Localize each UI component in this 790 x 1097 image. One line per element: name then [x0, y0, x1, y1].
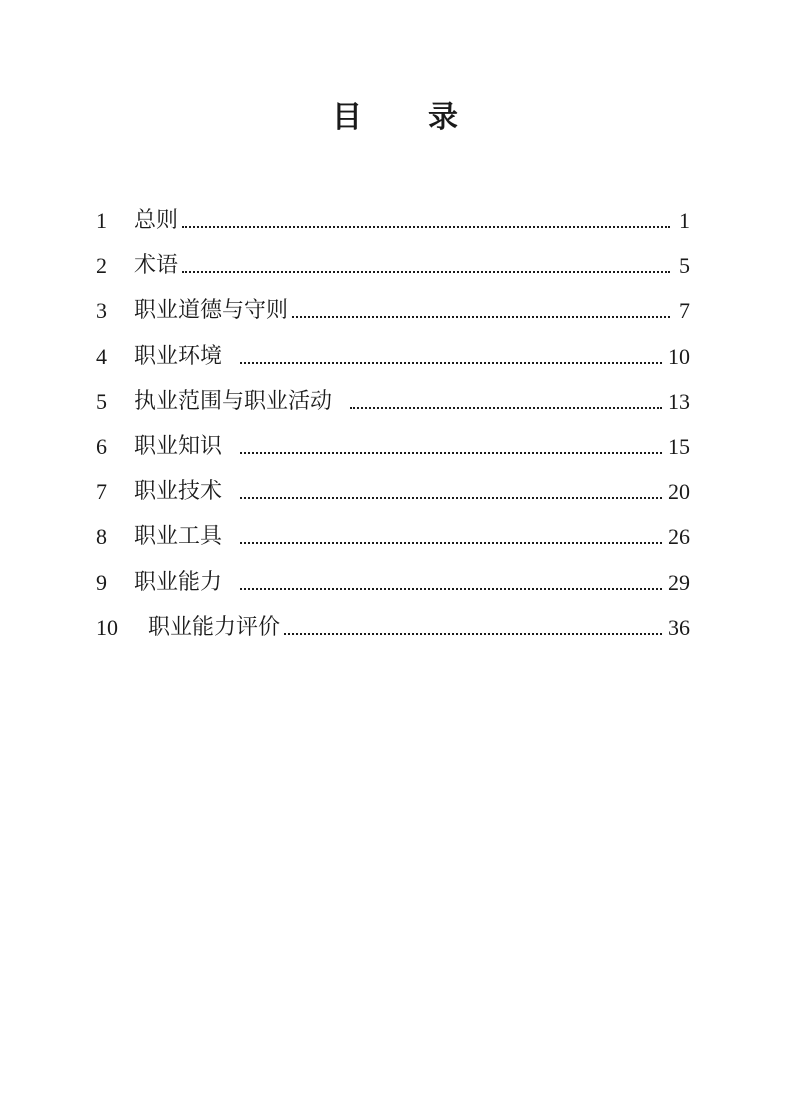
toc-dot-leader [240, 469, 662, 514]
toc-entry-label: 总则 [134, 208, 179, 234]
toc-list [96, 198, 690, 650]
toc-entry-label: 术语 [134, 253, 179, 279]
toc-title-char-1: 目 [332, 100, 362, 135]
toc-dot-leader [240, 514, 662, 559]
toc-entry-number: 1 [96, 208, 107, 234]
toc-entry[interactable] [96, 379, 690, 424]
toc-entry-number: 2 [96, 253, 107, 279]
toc-entry-label: 职业知识 [134, 434, 223, 460]
toc-entry-page: 20 [668, 479, 690, 505]
toc-entry-page: 7 [679, 298, 690, 324]
toc-entry-number: 3 [96, 298, 107, 324]
toc-entry-label: 职业能力 [134, 569, 223, 595]
toc-dot-leader [182, 243, 670, 288]
toc-entry-label: 职业技术 [134, 479, 223, 505]
toc-entry-page: 10 [668, 343, 690, 369]
toc-entry[interactable] [96, 424, 690, 469]
toc-entry-number: 8 [96, 524, 107, 550]
toc-entry-label: 职业道德与守则 [134, 298, 289, 324]
toc-entry-page: 36 [668, 614, 690, 640]
toc-dot-leader [240, 424, 662, 469]
toc-entry[interactable] [96, 560, 690, 605]
toc-entry-label: 职业能力评价 [148, 614, 281, 640]
toc-entry-page: 1 [679, 208, 690, 234]
toc-entry[interactable] [96, 243, 690, 288]
toc-entry-page: 5 [679, 253, 690, 279]
toc-title-char-2: 录 [428, 100, 458, 135]
toc-dot-leader [292, 288, 670, 333]
toc-dot-leader [240, 334, 662, 379]
toc-entry-page: 15 [668, 434, 690, 460]
toc-entry-number: 5 [96, 388, 107, 414]
toc-entry-label: 执业范围与职业活动 [134, 388, 333, 414]
toc-entry-number: 7 [96, 479, 107, 505]
toc-entry[interactable] [96, 514, 690, 559]
toc-entry-page: 26 [668, 524, 690, 550]
toc-entry-page: 13 [668, 388, 690, 414]
toc-dot-leader [284, 605, 662, 650]
toc-entry[interactable] [96, 198, 690, 243]
toc-entry-number: 10 [96, 614, 118, 640]
toc-dot-leader [182, 198, 670, 243]
toc-title [0, 96, 790, 140]
toc-entry-number: 9 [96, 569, 107, 595]
toc-entry-number: 4 [96, 343, 107, 369]
toc-entry[interactable] [96, 288, 690, 333]
toc-entry-label: 职业工具 [134, 524, 223, 550]
toc-dot-leader [350, 379, 662, 424]
toc-entry[interactable] [96, 605, 690, 650]
toc-entry-page: 29 [668, 569, 690, 595]
toc-entry[interactable] [96, 469, 690, 514]
toc-entry-label: 职业环境 [134, 343, 223, 369]
toc-entry[interactable] [96, 334, 690, 379]
toc-dot-leader [240, 560, 662, 605]
toc-entry-number: 6 [96, 434, 107, 460]
